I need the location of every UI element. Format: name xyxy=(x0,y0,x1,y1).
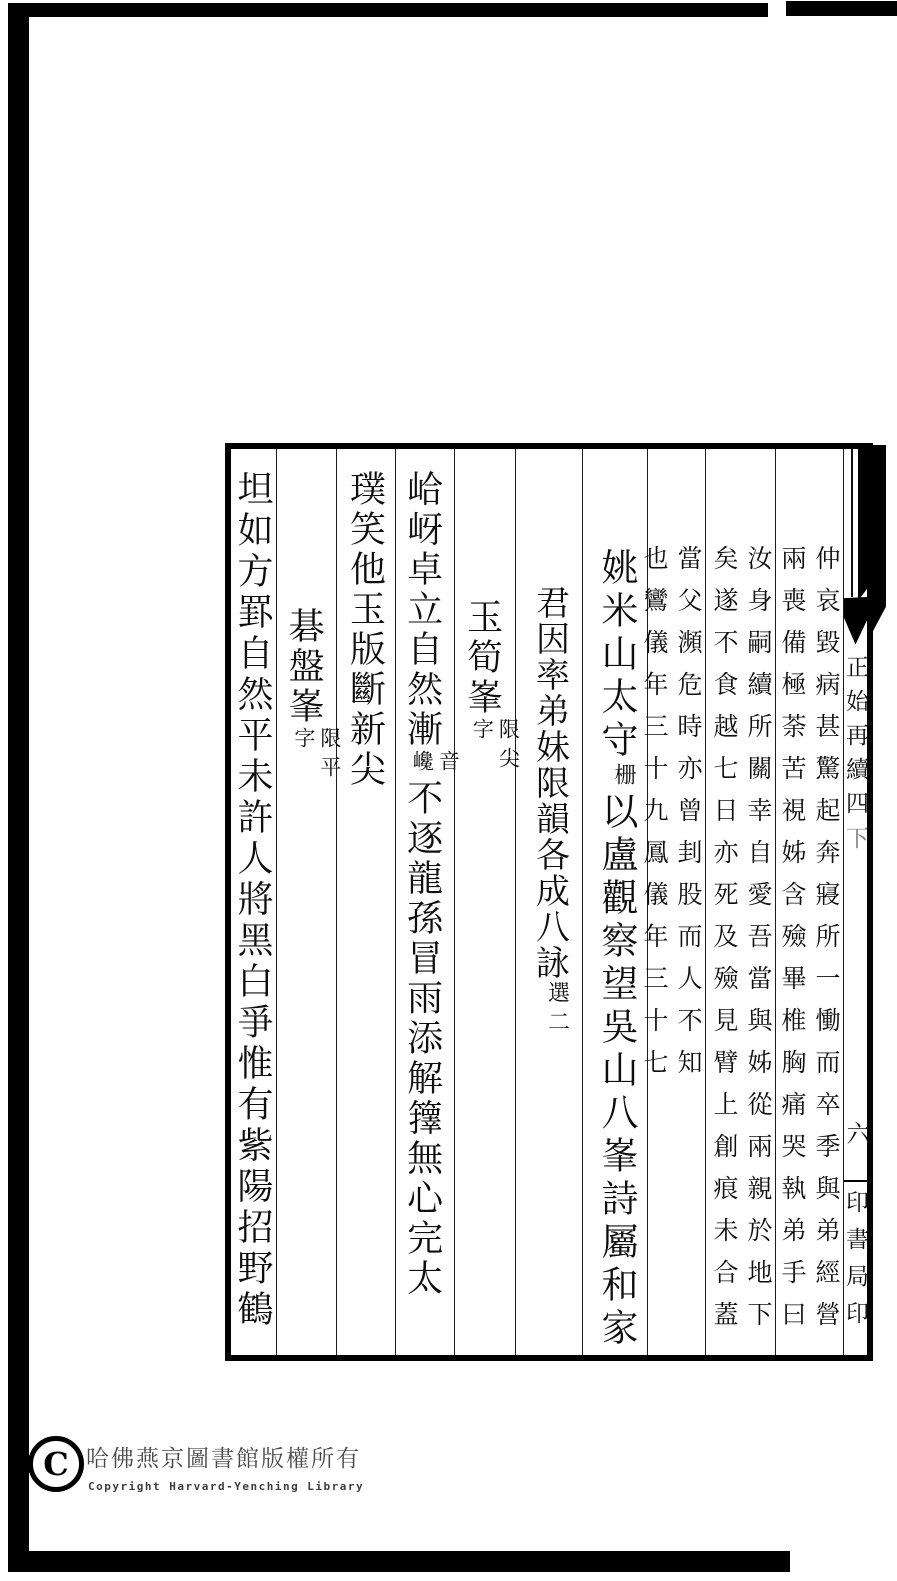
bio1-block xyxy=(774,545,842,1343)
book-title: 正始再續四 xyxy=(843,655,868,825)
phonetic-gloss xyxy=(409,750,461,779)
folio-number: 六 xyxy=(842,1121,868,1145)
poem2-text: 坦如方罫自然平未許人將黑白爭惟有紫陽招野鶴 xyxy=(233,470,273,1331)
bio-subcolumn-right: 當父瀕危時亦曾刲股而人不知 xyxy=(674,545,701,1091)
qipan-title-block xyxy=(279,607,342,785)
bio-subcolumn-left: 兩喪備極荼苦視姊含殮畢椎胸痛哭執弟手曰 xyxy=(778,545,805,1343)
bio-subcolumn-left: 矣遂不食越七日亦死及殮見臂上創痕未合蓋 xyxy=(710,545,737,1343)
gloss-chan: 巉 xyxy=(410,750,435,779)
bio-subcolumn-right: 汝身嗣續所關幸自愛吾當與姊從兩親於地下 xyxy=(744,545,771,1343)
rhyme-char: 字 xyxy=(291,727,316,756)
yusun-title-block xyxy=(458,598,521,776)
copyright-footer xyxy=(28,1432,548,1522)
banxin-line xyxy=(851,449,853,597)
text-frame xyxy=(225,443,873,1361)
margin-divider-line xyxy=(844,1180,867,1182)
book-title-partial: 下 xyxy=(843,826,868,849)
rhyme-char: 字 xyxy=(470,718,495,747)
yao-text-pre: 姚米山太守 xyxy=(595,548,636,763)
yao-given-name: 栅 xyxy=(612,763,637,792)
copyright-text-english: Copyright Harvard-Yenching Library xyxy=(88,1480,365,1493)
scan-border-top-left xyxy=(8,3,768,17)
poem-title-yusunfeng: 玉筍峯 xyxy=(462,598,503,718)
column-qipan-title xyxy=(277,449,342,1355)
bio-subcolumn-left: 也鸞儀年三十九鳳儀年三十七 xyxy=(640,545,667,1091)
poem-title-qipanfeng: 碁盤峯 xyxy=(284,607,325,727)
column-yusun-title xyxy=(455,449,521,1355)
rhyme-gloss-yusun xyxy=(469,718,521,776)
yao-text-post: 以盧觀察望吳山八峯詩屬和家 xyxy=(595,792,636,1351)
poem1-lines2-3: 不逐龍孫冒雨添解籜無心完太 xyxy=(402,779,443,1299)
banxin-margin xyxy=(844,449,867,1355)
fold-ink-band xyxy=(858,449,867,601)
column-poem2 xyxy=(231,449,277,1355)
column-poem1a xyxy=(396,449,461,1355)
poem1a-block xyxy=(398,470,461,1299)
jun-text: 君因率弟妹限韻各成八詠 xyxy=(530,585,568,981)
copyright-icon: C xyxy=(28,1436,84,1492)
rhyme-limit: 限尖 xyxy=(496,718,521,776)
rhyme-gloss-qipan xyxy=(291,727,343,785)
selection-note: 選二 xyxy=(545,981,571,1039)
bio2-block xyxy=(706,545,774,1343)
column-bio-1 xyxy=(776,449,844,1355)
scan-border-bottom xyxy=(8,1551,790,1572)
column-poem1b xyxy=(337,449,396,1355)
bio-subcolumn-right: 仲哀毀病甚驚起奔寢所一慟而卒季與弟經營 xyxy=(812,545,839,1343)
imprint-publisher: 印書局印 xyxy=(843,1190,868,1338)
fishtail-mark xyxy=(844,597,867,655)
column-bio-3 xyxy=(640,449,706,1355)
scan-border-top-right xyxy=(786,1,897,16)
poem1-line1: 峆岈卓立自然漸 xyxy=(402,470,443,750)
jun-block xyxy=(525,585,574,1039)
bio3-block xyxy=(636,545,704,1091)
copyright-text-chinese: 哈佛燕京圖書館版權所有 xyxy=(86,1446,361,1471)
column-jun xyxy=(516,449,583,1355)
column-bio-2 xyxy=(706,449,776,1355)
scan-border-left xyxy=(8,3,29,1563)
gloss-yin: 音 xyxy=(436,750,461,779)
yao-block xyxy=(588,548,642,1351)
rhyme-limit: 限平 xyxy=(317,727,342,785)
poem1b-text: 璞笑他玉版斷新尖 xyxy=(345,470,386,790)
page-fold-shadow xyxy=(872,445,886,633)
